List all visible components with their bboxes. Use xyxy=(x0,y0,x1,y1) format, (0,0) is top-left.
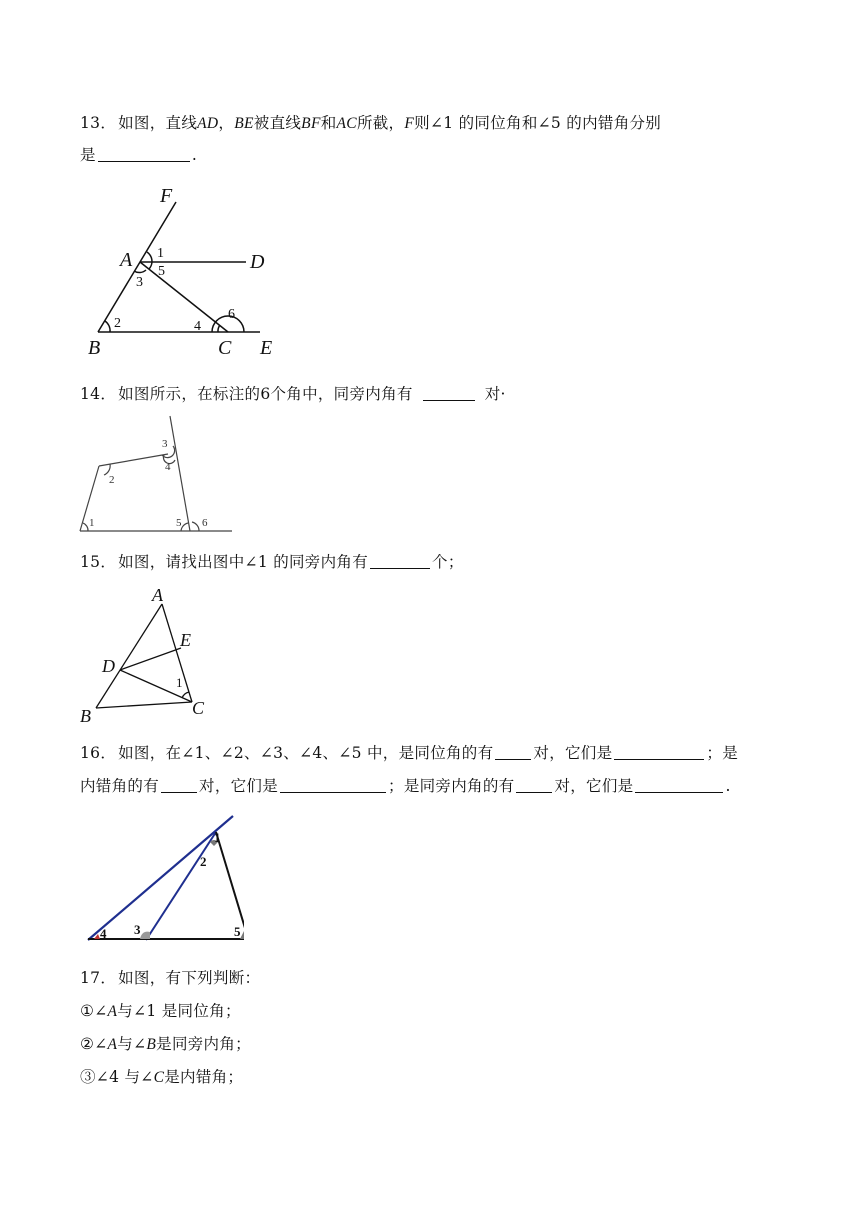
q17-item-1-var-a: A xyxy=(107,1003,118,1020)
q14-top-side xyxy=(99,454,168,466)
q13-number: 13． xyxy=(80,114,117,132)
q14-figure xyxy=(78,414,238,536)
q14-text-1: 如图所示，在标注的6个角中，同旁内角有 xyxy=(118,385,413,403)
q16-blue-line-short xyxy=(146,832,216,940)
q13-num-5: 5 xyxy=(158,264,165,279)
q13-figure xyxy=(80,180,300,360)
q15-text-1: 如图，请找出图中∠1 的同旁内角有 xyxy=(118,553,369,571)
q13-text-2: 被直线 xyxy=(253,114,302,132)
q15-label-b: B xyxy=(80,706,91,726)
q17-item-3-marker: ③∠4 与∠ xyxy=(80,1068,154,1086)
q16-num-2: 2 xyxy=(200,854,207,869)
q16-text-7: 对，它们是 xyxy=(554,777,634,795)
q15-label-d: D xyxy=(102,656,115,676)
q13-text-6: 是 xyxy=(80,146,96,164)
q16-num-3: 3 xyxy=(134,922,141,937)
q13-line-ac xyxy=(140,262,228,332)
q13-num-1: 1 xyxy=(157,246,164,261)
q16-blank-2[interactable] xyxy=(614,743,704,760)
q14-right-transversal xyxy=(170,416,190,531)
q14-num-3: 3 xyxy=(162,438,168,450)
q15-label-c: C xyxy=(192,698,205,718)
q14-num-4: 4 xyxy=(165,461,171,473)
q16-text-4: 内错角的有 xyxy=(80,777,160,795)
q13-label-e: E xyxy=(260,337,273,359)
q13-var-ac: AC xyxy=(336,115,357,132)
q17-item-1-text: 与∠1 是同位角； xyxy=(117,1002,241,1020)
q17-item-1-marker: ①∠ xyxy=(80,1002,108,1020)
q13-text-5: 则∠1 的同位角和∠5 的内错角分别 xyxy=(414,114,662,132)
q13-arc-4 xyxy=(218,325,220,332)
q13-answer-blank[interactable] xyxy=(98,145,190,162)
q13-var-bf: BF xyxy=(301,115,321,132)
q14-arc-1 xyxy=(83,523,88,531)
q16-text-2: 对，它们是 xyxy=(533,744,613,762)
q16-blue-line-long xyxy=(88,816,233,940)
q15-num-1: 1 xyxy=(176,675,183,690)
q17-number: 17． xyxy=(80,969,117,987)
q16-text-1: 如图，在∠1、∠2、∠3、∠4、∠5 中，是同位角的有 xyxy=(118,744,494,762)
q17-item-3-var-c: C xyxy=(153,1069,165,1086)
q17-item-3 xyxy=(80,1066,243,1089)
q14-answer-blank[interactable] xyxy=(423,384,475,401)
q16-num-4: 4 xyxy=(100,926,107,941)
q16-blank-6[interactable] xyxy=(635,776,723,793)
q14-text-2: 对· xyxy=(484,385,506,403)
q17-item-1 xyxy=(80,1000,241,1023)
q17-item-3-text: 是内错角； xyxy=(164,1068,244,1086)
q15-segment-de xyxy=(120,648,181,670)
q15-line-1 xyxy=(80,551,464,573)
q14-num-1: 1 xyxy=(89,517,95,529)
q13-arc-1 xyxy=(147,252,152,262)
q15-figure xyxy=(78,584,228,726)
q13-num-3: 3 xyxy=(136,275,143,290)
q16-end: . xyxy=(725,777,731,795)
q15-number: 15． xyxy=(80,553,117,571)
q13-arc-5 xyxy=(149,262,152,269)
q17-item-2-var-b: B xyxy=(146,1036,157,1053)
q13-label-c: C xyxy=(218,337,232,359)
q13-num-2: 2 xyxy=(114,316,121,331)
q14-arc-6 xyxy=(192,522,199,531)
q13-label-d: D xyxy=(250,251,265,273)
q16-mark-3 xyxy=(140,932,150,939)
q14-num-5: 5 xyxy=(176,517,182,529)
q16-number: 16． xyxy=(80,744,117,762)
q15-text-2: 个； xyxy=(432,553,464,571)
q15-arc-1 xyxy=(182,692,189,698)
q17-item-2-text-1: 与∠ xyxy=(117,1035,147,1053)
q16-line-1 xyxy=(80,742,738,764)
q13-sep: ， xyxy=(218,114,235,132)
q16-text-3: ；是 xyxy=(706,744,739,762)
q14-arc-5 xyxy=(181,523,188,531)
q16-blank-4[interactable] xyxy=(280,776,386,793)
q16-text-5: 对，它们是 xyxy=(199,777,279,795)
q14-line-1 xyxy=(80,383,506,405)
q13-label-b: B xyxy=(88,337,101,359)
q16-figure xyxy=(84,812,244,946)
q14-num-6: 6 xyxy=(202,517,208,529)
q13-text-3: 和 xyxy=(320,114,337,132)
q17-text-1: 如图，有下列判断： xyxy=(118,969,261,987)
q17-item-2-marker: ②∠ xyxy=(80,1035,108,1053)
q13-label-a: A xyxy=(120,249,133,271)
q13-var-f: F xyxy=(404,115,415,132)
q16-right-side xyxy=(216,832,244,938)
q13-num-6: 6 xyxy=(228,307,235,322)
q13-end: . xyxy=(191,146,198,164)
q13-line-1 xyxy=(80,112,661,135)
q15-answer-blank[interactable] xyxy=(370,552,430,569)
q13-label-f: F xyxy=(160,185,173,207)
q15-label-e: E xyxy=(180,630,191,650)
q14-number: 14． xyxy=(80,385,117,403)
q16-blank-3[interactable] xyxy=(161,776,197,793)
q14-num-2: 2 xyxy=(109,474,115,486)
q13-line-2 xyxy=(80,144,197,166)
q17-item-2 xyxy=(80,1033,251,1056)
q16-blank-1[interactable] xyxy=(495,743,531,760)
q16-num-1: 1 xyxy=(214,830,221,845)
q13-arc-2 xyxy=(105,321,110,332)
q13-var-be: BE xyxy=(234,115,254,132)
q17-item-2-var-a: A xyxy=(107,1036,118,1053)
q16-blank-5[interactable] xyxy=(516,776,552,793)
q17-item-2-text-2: 是同旁内角； xyxy=(156,1035,251,1053)
q16-num-5: 5 xyxy=(234,924,241,939)
q17-line-1 xyxy=(80,967,260,989)
q15-side-bc xyxy=(96,702,192,708)
q15-label-a: A xyxy=(152,585,163,605)
q13-text-1: 如图，直线 xyxy=(118,114,198,132)
q13-num-4: 4 xyxy=(194,319,201,334)
q16-mark-5 xyxy=(240,931,244,939)
q16-line-2 xyxy=(80,775,731,797)
q13-text-4: 所截， xyxy=(356,114,405,132)
q16-text-6: ；是同旁内角的有 xyxy=(388,777,515,795)
q13-var-ad: AD xyxy=(197,115,219,132)
